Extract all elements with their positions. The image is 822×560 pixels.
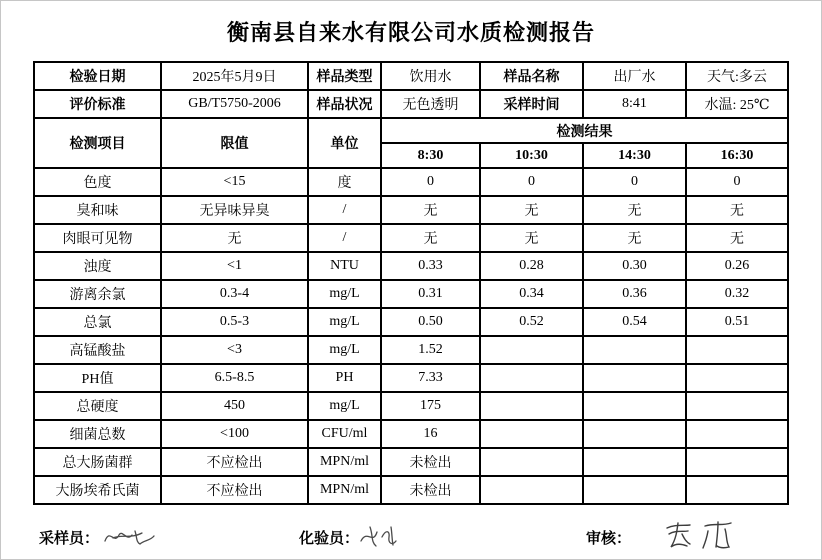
limit-value: <100 bbox=[161, 420, 308, 448]
unit-value: / bbox=[308, 224, 381, 252]
result-cell: 0 bbox=[381, 168, 480, 196]
result-cell bbox=[480, 476, 583, 504]
results-header-row bbox=[34, 118, 788, 143]
result-cell: 0.50 bbox=[381, 308, 480, 336]
limit-value: 不应检出 bbox=[161, 476, 308, 504]
result-cell: 0.30 bbox=[583, 252, 686, 280]
result-cell: 无 bbox=[686, 196, 788, 224]
sample-type-value: 饮用水 bbox=[381, 62, 480, 90]
parameter-name: 游离余氯 bbox=[34, 280, 161, 308]
result-cell bbox=[583, 364, 686, 392]
result-cell bbox=[686, 392, 788, 420]
table-row bbox=[34, 364, 788, 392]
results-body bbox=[34, 168, 788, 504]
result-cell bbox=[480, 364, 583, 392]
sampler-signature bbox=[101, 523, 159, 551]
result-cell: 0.51 bbox=[686, 308, 788, 336]
result-cell bbox=[583, 448, 686, 476]
table-row bbox=[34, 392, 788, 420]
water-temp-value: 水温: 25℃ bbox=[686, 90, 788, 118]
table-row bbox=[34, 308, 788, 336]
result-cell: 0 bbox=[686, 168, 788, 196]
result-cell: 无 bbox=[381, 224, 480, 252]
result-cell: 0 bbox=[480, 168, 583, 196]
result-cell bbox=[583, 336, 686, 364]
time-header-0830: 8:30 bbox=[381, 143, 480, 168]
sample-name-value: 出厂水 bbox=[583, 62, 686, 90]
limit-value: 不应检出 bbox=[161, 448, 308, 476]
limit-value: 450 bbox=[161, 392, 308, 420]
time-header-1630: 16:30 bbox=[686, 143, 788, 168]
result-cell: 1.52 bbox=[381, 336, 480, 364]
result-cell: 0.26 bbox=[686, 252, 788, 280]
result-cell: 无 bbox=[583, 224, 686, 252]
result-cell: 0.31 bbox=[381, 280, 480, 308]
report-table bbox=[33, 61, 789, 505]
unit-value: mg/L bbox=[308, 308, 381, 336]
table-row bbox=[34, 196, 788, 224]
result-cell: 未检出 bbox=[381, 448, 480, 476]
table-row bbox=[34, 252, 788, 280]
condition-value: 无色透明 bbox=[381, 90, 480, 118]
result-cell: 0.54 bbox=[583, 308, 686, 336]
parameter-name: 高锰酸盐 bbox=[34, 336, 161, 364]
parameter-name: 大肠埃希氏菌 bbox=[34, 476, 161, 504]
result-cell: 无 bbox=[480, 224, 583, 252]
tester-label: 化验员： bbox=[299, 531, 360, 547]
limit-value: 无异味异臭 bbox=[161, 196, 308, 224]
table-row bbox=[34, 448, 788, 476]
condition-label: 样品状况 bbox=[308, 90, 381, 118]
result-cell: 无 bbox=[381, 196, 480, 224]
result-cell: 未检出 bbox=[381, 476, 480, 504]
result-cell bbox=[686, 448, 788, 476]
result-cell: 7.33 bbox=[381, 364, 480, 392]
time-header-1030: 10:30 bbox=[480, 143, 583, 168]
limit-value: 6.5-8.5 bbox=[161, 364, 308, 392]
table-row bbox=[34, 420, 788, 448]
table-row bbox=[34, 224, 788, 252]
result-cell: 0.36 bbox=[583, 280, 686, 308]
inspection-date-value: 2025年5月9日 bbox=[161, 62, 308, 90]
result-cell: 16 bbox=[381, 420, 480, 448]
column-header-limit: 限值 bbox=[161, 118, 308, 168]
unit-value: NTU bbox=[308, 252, 381, 280]
table-row bbox=[34, 280, 788, 308]
result-cell bbox=[686, 420, 788, 448]
limit-value: 0.3-4 bbox=[161, 280, 308, 308]
parameter-name: 色度 bbox=[34, 168, 161, 196]
column-header-unit: 单位 bbox=[308, 118, 381, 168]
time-header-1430: 14:30 bbox=[583, 143, 686, 168]
result-cell bbox=[480, 420, 583, 448]
result-cell: 无 bbox=[583, 196, 686, 224]
result-cell bbox=[583, 476, 686, 504]
meta-row-1 bbox=[34, 62, 788, 90]
limit-value: <1 bbox=[161, 252, 308, 280]
limit-value: <3 bbox=[161, 336, 308, 364]
unit-value: MPN/ml bbox=[308, 476, 381, 504]
weather-value: 天气:多云 bbox=[686, 62, 788, 90]
unit-value: mg/L bbox=[308, 336, 381, 364]
page-title: 衡南县自来水有限公司水质检测报告 bbox=[226, 20, 595, 45]
sampling-time-value: 8:41 bbox=[583, 90, 686, 118]
meta-row-2 bbox=[34, 90, 788, 118]
sample-type-label: 样品类型 bbox=[308, 62, 381, 90]
result-cell: 0.34 bbox=[480, 280, 583, 308]
standard-value: GB/T5750-2006 bbox=[161, 90, 308, 118]
sampling-time-label: 采样时间 bbox=[480, 90, 583, 118]
result-cell: 无 bbox=[686, 224, 788, 252]
result-cell: 0.28 bbox=[480, 252, 583, 280]
result-cell: 175 bbox=[381, 392, 480, 420]
column-header-results: 检测结果 bbox=[381, 118, 788, 143]
parameter-name: 总硬度 bbox=[34, 392, 161, 420]
parameter-name: 总氯 bbox=[34, 308, 161, 336]
unit-value: MPN/ml bbox=[308, 448, 381, 476]
parameter-name: 浊度 bbox=[34, 252, 161, 280]
inspection-date-label: 检验日期 bbox=[34, 62, 161, 90]
result-cell bbox=[686, 476, 788, 504]
unit-value: / bbox=[308, 196, 381, 224]
sample-name-label: 样品名称 bbox=[480, 62, 583, 90]
result-cell bbox=[583, 392, 686, 420]
table-row bbox=[34, 476, 788, 504]
parameter-name: 细菌总数 bbox=[34, 420, 161, 448]
parameter-name: 肉眼可见物 bbox=[34, 224, 161, 252]
reviewer-label: 审核： bbox=[586, 531, 632, 547]
parameter-name: 臭和味 bbox=[34, 196, 161, 224]
limit-value: <15 bbox=[161, 168, 308, 196]
result-cell: 0.52 bbox=[480, 308, 583, 336]
unit-value: 度 bbox=[308, 168, 381, 196]
reviewer-signature bbox=[659, 519, 743, 553]
table-row bbox=[34, 168, 788, 196]
column-header-item: 检测项目 bbox=[34, 118, 161, 168]
unit-value: mg/L bbox=[308, 392, 381, 420]
result-cell bbox=[480, 392, 583, 420]
sampler-label: 采样员： bbox=[39, 531, 100, 547]
unit-value: CFU/ml bbox=[308, 420, 381, 448]
unit-value: PH bbox=[308, 364, 381, 392]
parameter-name: PH值 bbox=[34, 364, 161, 392]
limit-value: 无 bbox=[161, 224, 308, 252]
result-cell bbox=[480, 336, 583, 364]
limit-value: 0.5-3 bbox=[161, 308, 308, 336]
result-cell bbox=[583, 420, 686, 448]
result-cell bbox=[686, 364, 788, 392]
footer bbox=[1, 519, 822, 559]
result-cell: 0.32 bbox=[686, 280, 788, 308]
result-cell bbox=[480, 448, 583, 476]
standard-label: 评价标准 bbox=[34, 90, 161, 118]
parameter-name: 总大肠菌群 bbox=[34, 448, 161, 476]
result-cell: 0 bbox=[583, 168, 686, 196]
table-row bbox=[34, 336, 788, 364]
unit-value: mg/L bbox=[308, 280, 381, 308]
result-cell bbox=[686, 336, 788, 364]
result-cell: 0.33 bbox=[381, 252, 480, 280]
result-cell: 无 bbox=[480, 196, 583, 224]
tester-signature bbox=[355, 521, 401, 551]
